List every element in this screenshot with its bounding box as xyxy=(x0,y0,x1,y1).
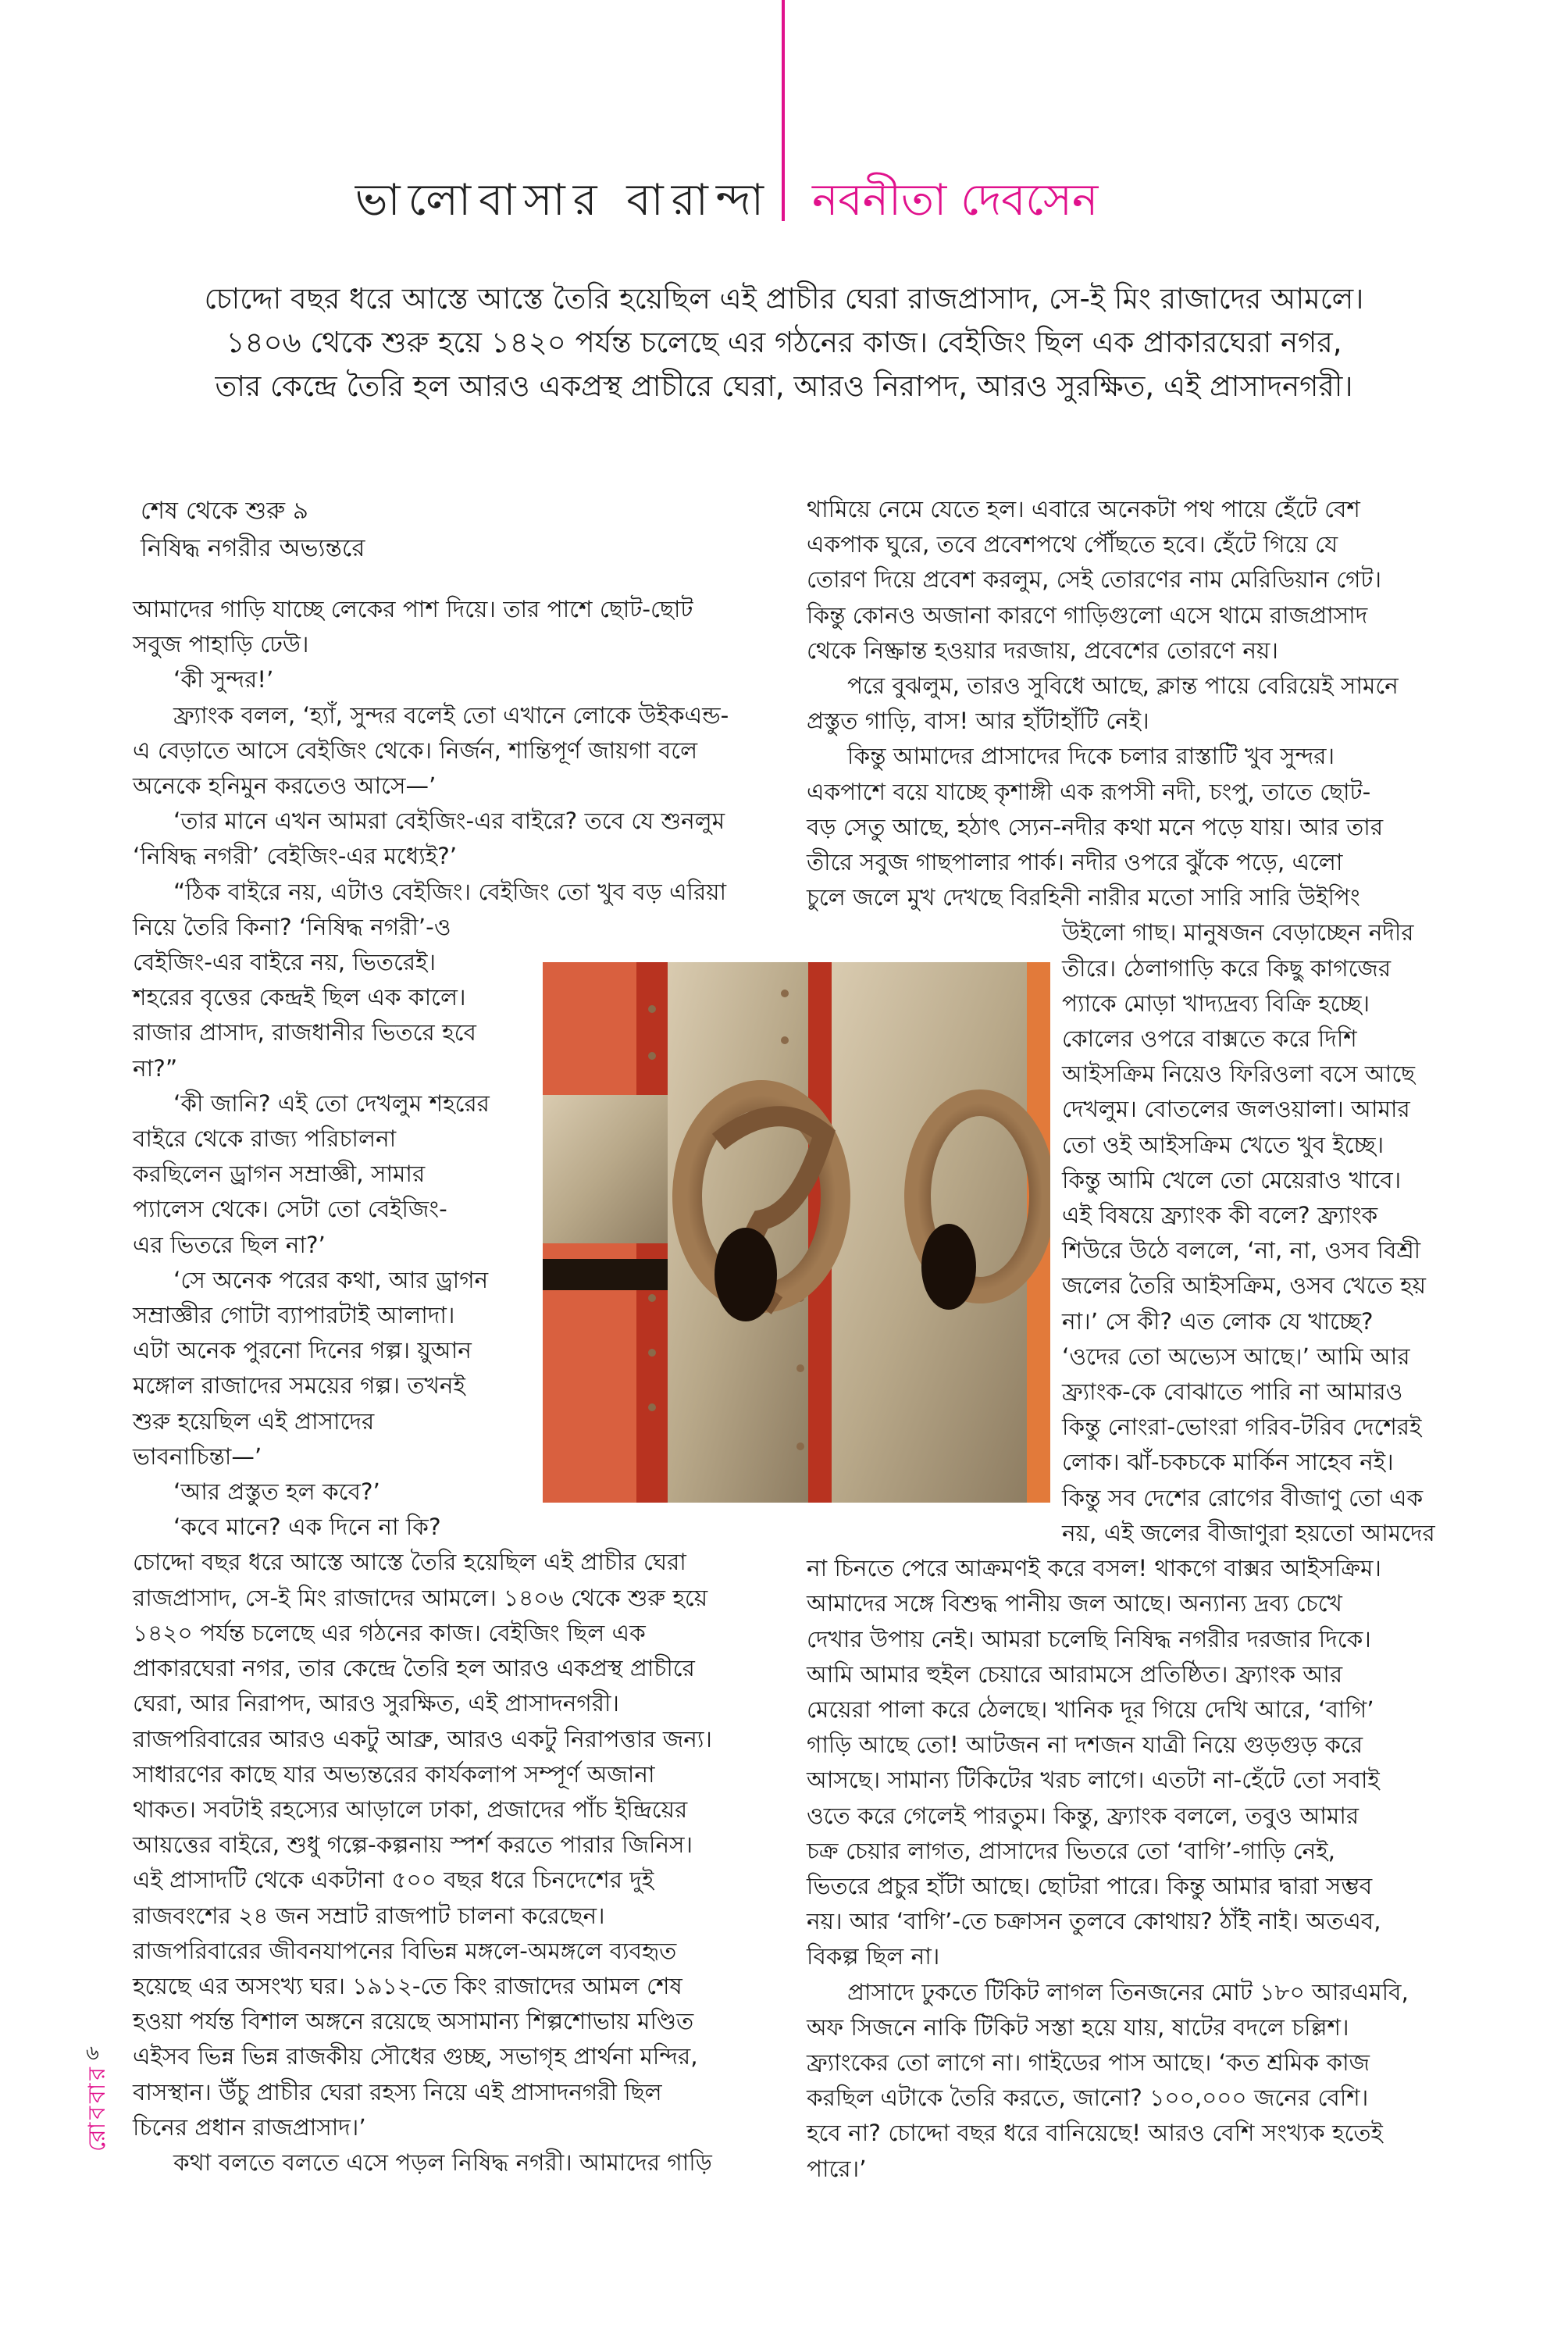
article-line: প্যাকে মোড়া খাদ্যদ্রব্য বিক্রি হচ্ছে। xyxy=(1062,990,1370,1017)
article-line: জলের তৈরি আইসক্রিম, ওসব খেতে হয় xyxy=(1062,1272,1427,1300)
article-line: সবুজ পাহাড়ি ঢেউ। xyxy=(133,631,309,658)
article-line: নয়, এই জলের বীজাণুরা হয়তো আমদের xyxy=(1062,1519,1435,1546)
article-line: বিকল্প ছিল না। xyxy=(807,1943,940,1970)
article-line: কিন্তু আমি খেলে তো মেয়েরাও খাবে। xyxy=(1062,1166,1402,1193)
article-line: রাজপরিবারের জীবনযাপনের বিভিন্ন মঙ্গলে-অমঙ্গলে ব্যবহৃত xyxy=(133,1937,677,1964)
standfirst-line: ১৪০৬ থেকে শুরু হয়ে ১৪২০ পর্যন্ত চলেছে এর গঠনের কাজ। বেইজিং ছিল এক প্রাকারঘেরা নগর, xyxy=(226,326,1342,359)
magazine-name: রোববার xyxy=(84,2064,111,2152)
article-line: ‘কবে মানে? এক দিনে না কি? xyxy=(173,1514,441,1541)
author-name: নবনীতা দেবসেন xyxy=(812,175,1099,226)
article-line: না?” xyxy=(133,1054,178,1082)
article-line: আমাদের সঙ্গে বিশুদ্ধ পানীয় জল আছে। অন্যান্য দ্রব্য চেখে xyxy=(807,1590,1342,1617)
article-line: কিন্তু আমাদের প্রাসাদের দিকে চলার রাস্তাটি খুব সুন্দর। xyxy=(847,743,1335,770)
standfirst xyxy=(117,277,1451,408)
article-line: আমাদের গাড়ি যাচ্ছে লেকের পাশ দিয়ে। তার পাশে ছোট-ছোট xyxy=(133,596,693,622)
article-line: শহরের বৃত্তের কেন্দ্রই ছিল এক কালে। xyxy=(133,984,466,1011)
article-line: রাজপ্রাসাদ, সে-ই মিং রাজাদের আমলে। ১৪০৬ থেকে শুরু হয়ে xyxy=(133,1584,708,1611)
column-title: ভালোবাসার বারান্দা xyxy=(355,175,772,226)
article-line: সম্রাজ্ঞীর গোটা ব্যাপারটাই আলাদা। xyxy=(133,1302,455,1329)
door-knocker-image xyxy=(543,962,1050,1503)
article-line: মেয়েরা পালা করে ঠেলছে। খানিক দূর গিয়ে দেখি আরে, ‘বাগি’ xyxy=(807,1696,1374,1723)
article-line: কোলের ওপরে বাক্সতে করে দিশি xyxy=(1062,1025,1357,1053)
article-line: ‘আর প্রস্তুত হল কবে?’ xyxy=(173,1478,380,1506)
article-line: এর ভিতরে ছিল না?’ xyxy=(133,1231,326,1258)
article-line: করছিল এটাকে তৈরি করতে, জানো? ১০০,০০০ জনের বেশি। xyxy=(807,2084,1369,2112)
article-line: ‘কী জানি? এই তো দেখলুম শহরের xyxy=(173,1089,490,1117)
section-heading xyxy=(141,492,365,567)
article-line: প্রস্তুত গাড়ি, বাস! আর হাঁটাহাঁটি নেই। xyxy=(807,708,1149,735)
article-line: হয়েছে এর অসংখ্য ঘর। ১৯১২-তে কিং রাজাদের আমল শেষ xyxy=(133,1972,682,1999)
article-line: না।’ সে কী? এত লোক যে খাচ্ছে? xyxy=(1062,1307,1374,1335)
article-line: বাইরে থেকে রাজ্য পরিচালনা xyxy=(133,1125,397,1153)
header-divider xyxy=(782,0,785,221)
article-line: নয়। আর ‘বাগি’-তে চক্রাসন তুলবে কোথায়? ঠাঁই নাই। অতএব, xyxy=(807,1908,1381,1935)
article-line: কিন্তু কোনও অজানা কারণে গাড়িগুলো এসে থামে রাজপ্রাসাদ xyxy=(807,601,1368,629)
article-line: দেখার উপায় নেই। আমরা চলেছি নিষিদ্ধ নগরীর দরজার দিকে। xyxy=(807,1625,1371,1653)
article-line: ফ্র্যাংকের তো লাগে না। গাইডের পাস আছে। ‘কত শ্রমিক কাজ xyxy=(807,2049,1370,2076)
article-line: চোদ্দো বছর ধরে আস্তে আস্তে তৈরি হয়েছিল এই প্রাচীর ঘেরা xyxy=(133,1549,686,1576)
article-line: তীরে। ঠেলাগাড়ি করে কিছু কাগজের xyxy=(1062,954,1392,982)
door-knocker-photo xyxy=(543,962,1050,1503)
article-line: কিন্তু নোংরা-ভোংরা গরিব-টরিব দেশেরই xyxy=(1062,1414,1422,1441)
article-line: তীরে সবুজ গাছপালার পার্ক। নদীর ওপরে ঝুঁকে পড়ে, এলো xyxy=(807,849,1343,876)
article-line: প্রাকারঘেরা নগর, তার কেন্দ্রে তৈরি হল আরও একপ্রস্থ প্রাচীরে xyxy=(133,1655,695,1682)
article-line: ‘কী সুন্দর!’ xyxy=(173,666,274,694)
article-line: পারে।’ xyxy=(807,2155,867,2182)
article-line: হওয়া পর্যন্ত বিশাল অঙ্গনে রয়েছে অসামান্য শিল্পশোভায় মণ্ডিত xyxy=(133,2008,694,2035)
article-line: ভাবনাচিন্তা—’ xyxy=(133,1442,262,1470)
article-line: এটা অনেক পুরনো দিনের গল্প। য়ুআন xyxy=(133,1337,472,1364)
article-line: বড় সেতু আছে, হঠাৎ স্যেন-নদীর কথা মনে পড়ে যায়। আর তার xyxy=(807,813,1384,840)
article-line: এইসব ভিন্ন ভিন্ন রাজকীয় সৌধের গুচ্ছ, সভাগৃহ প্রার্থনা মন্দির, xyxy=(133,2043,698,2070)
article-line: থেকে নিষ্ক্রান্ত হওয়ার দরজায়, প্রবেশের তোরণে নয়। xyxy=(807,637,1278,664)
article-line: গাড়ি আছে তো! আটজন না দশজন যাত্রী নিয়ে গুড়গুড় করে xyxy=(807,1731,1363,1759)
standfirst-line: চোদ্দো বছর ধরে আস্তে আস্তে তৈরি হয়েছিল এই প্রাচীর ঘেরা রাজপ্রাসাদ, সে-ই মিং রাজাদের আমলে। xyxy=(204,282,1364,316)
article-line: ফ্র্যাংক বলল, ‘হ্যাঁ, সুন্দর বলেই তো এখানে লোকে উইকএন্ড- xyxy=(173,701,729,729)
article-line: শিউরে উঠে বললে, ‘না, না, ওসব বিশ্রী xyxy=(1062,1237,1421,1264)
section-title: নিষিদ্ধ নগরীর অভ্যন্তরে xyxy=(141,534,365,562)
article-line: ঘেরা, আর নিরাপদ, আরও সুরক্ষিত, এই প্রাসাদনগরী। xyxy=(133,1690,619,1717)
article-line: দেখলুম। বোতলের জলওয়ালা। আমার xyxy=(1062,1096,1410,1123)
article-line: এই বিষয়ে ফ্র্যাংক কী বলে? ফ্র্যাংক xyxy=(1062,1202,1378,1229)
article-line: এই প্রাসাদটি থেকে একটানা ৫০০ বছর ধরে চিনদেশের দুই xyxy=(133,1867,654,1894)
article-line: তোরণ দিয়ে প্রবেশ করলুম, সেই তোরণের নাম মেরিডিয়ান গেট। xyxy=(807,566,1382,594)
article-line: ‘তার মানে এখন আমরা বেইজিং-এর বাইরে? তবে যে শুনলুম xyxy=(173,808,725,835)
article-line: প্রাসাদে ঢুকতে টিকিট লাগল তিনজনের মোট ১৮০ আরএমবি, xyxy=(847,1978,1409,2006)
article-line: রাজার প্রাসাদ, রাজধানীর ভিতরে হবে xyxy=(133,1019,476,1047)
article-line: ১৪২০ পর্যন্ত চলেছে এর গঠনের কাজ। বেইজিং ছিল এক xyxy=(133,1619,646,1646)
article-line: ‘ওদের তো অভ্যেস আছে।’ আমি আর xyxy=(1062,1343,1410,1370)
article-line: হবে না? চোদ্দো বছর ধরে বানিয়েছে! আরও বেশি সংখ্যক হতেই xyxy=(807,2120,1383,2147)
article-line: ‘সে অনেক পরের কথা, আর ড্রাগন xyxy=(173,1266,489,1293)
article-line: না চিনতে পেরে আক্রমণই করে বসল! থাকগে বাক্সর আইসক্রিম। xyxy=(807,1555,1381,1582)
article-line: আমি আমার হুইল চেয়ারে আরামসে প্রতিষ্ঠিত। ফ্র্যাংক আর xyxy=(807,1660,1343,1688)
article-line: আইসক্রিম নিয়েও ফিরিওলা বসে আছে xyxy=(1062,1061,1416,1088)
article-line: অনেকে হনিমুন করতেও আসে—’ xyxy=(133,772,437,800)
article-line: চিনের প্রধান রাজপ্রাসাদ।’ xyxy=(133,2113,366,2141)
article-line: রাজবংশের ২৪ জন সম্রাট রাজপাট চালনা করেছেন। xyxy=(133,1902,605,1929)
article-line: ফ্র্যাংক-কে বোঝাতে পারি না আমারও xyxy=(1062,1378,1403,1406)
article-line: থামিয়ে নেমে যেতে হল। এবারে অনেকটা পথ পায়ে হেঁটে বেশ xyxy=(807,496,1360,522)
article-line: “ঠিক বাইরে নয়, এটাও বেইজিং। বেইজিং তো খুব বড় এরিয়া xyxy=(173,878,727,905)
article-line: একপাক ঘুরে, তবে প্রবেশপথে পৌঁছতে হবে। হেঁটে গিয়ে যে xyxy=(807,531,1338,558)
article-line: কিন্তু সব দেশের রোগের বীজাণু তো এক xyxy=(1062,1484,1424,1511)
article-line: থাকত। সবটাই রহস্যের আড়ালে ঢাকা, প্রজাদের পাঁচ ইন্দ্রিয়ের xyxy=(133,1795,688,1823)
article-line: কথা বলতে বলতে এসে পড়ল নিষিদ্ধ নগরী। আমাদের গাড়ি xyxy=(173,2149,712,2176)
article-line: লোক। ঝাঁ-চকচকে মার্কিন সাহেব নই। xyxy=(1062,1449,1394,1476)
series-title: শেষ থেকে শুরু ৯ xyxy=(141,497,308,525)
article-line: চক্র চেয়ার লাগত, প্রাসাদের ভিতরে তো ‘বাগি’-গাড়ি নেই, xyxy=(807,1837,1335,1864)
article-line: তো ওই আইসক্রিম খেতে খুব ইচ্ছে। xyxy=(1062,1131,1384,1158)
article-line: প্যালেস থেকে। সেটা তো বেইজিং- xyxy=(133,1196,447,1223)
article-line: রাজপরিবারের আরও একটু আব্রু, আরও একটু নিরাপত্তার জন্য। xyxy=(133,1725,712,1753)
article-line: বেইজিং-এর বাইরে নয়, ভিতরেই। xyxy=(133,949,436,976)
article-line: উইলো গাছ। মানুষজন বেড়াচ্ছেন নদীর xyxy=(1062,919,1414,947)
article-line: অফ সিজনে নাকি টিকিট সস্তা হয়ে যায়, ষাটের বদলে চল্লিশ। xyxy=(807,2013,1349,2041)
article-line: আয়ত্তের বাইরে, শুধু গল্পে-কল্পনায় স্পর্শ করতে পারার জিনিস। xyxy=(133,1831,693,1859)
article-line: চুলে জলে মুখ দেখছে বিরহিনী নারীর মতো সারি সারি উইপিং xyxy=(807,884,1360,911)
article-line: এ বেড়াতে আসে বেইজিং থেকে। নির্জন, শান্তিপূর্ণ জায়গা বলে xyxy=(133,736,698,764)
article-line: করছিলেন ড্রাগন সম্রাজ্ঞী, সামার xyxy=(133,1161,426,1188)
page-number: ৬ xyxy=(86,2042,99,2065)
article-line: পরে বুঝলুম, তারও সুবিধে আছে, ক্লান্ত পায়ে বেরিয়েই সামনে xyxy=(847,672,1399,700)
article-line: আসছে। সামান্য টিকিটের খরচ লাগে। এতটা না-হেঁটে তো সবাই xyxy=(807,1767,1380,1794)
standfirst-line: তার কেন্দ্রে তৈরি হল আরও একপ্রস্থ প্রাচীরে ঘেরা, আরও নিরাপদ, আরও সুরক্ষিত, এই প্রাসাদনগরী। xyxy=(215,369,1353,403)
article-line: শুরু হয়েছিল এই প্রাসাদের xyxy=(133,1407,375,1435)
article-line: ‘নিষিদ্ধ নগরী’ বেইজিং-এর মধ্যেই?’ xyxy=(133,843,458,870)
article-line: ওতে করে গেলেই পারতুম। কিন্তু, ফ্র্যাংক বললে, তবুও আমার xyxy=(807,1802,1360,1829)
article-line: ভিতরে প্রচুর হাঁটা আছে। ছোটরা পারে। কিন্তু আমার দ্বারা সম্ভব xyxy=(807,1872,1373,1899)
article-line: মঙ্গোল রাজাদের সময়ের গল্প। তখনই xyxy=(133,1372,465,1400)
article-line: নিয়ে তৈরি কিনা? ‘নিষিদ্ধ নগরী’-ও xyxy=(133,913,451,940)
article-line: বাসস্থান। উঁচু প্রাচীর ঘেরা রহস্য নিয়ে এই প্রাসাদনগরী ছিল xyxy=(133,2078,662,2106)
article-line: একপাশে বয়ে যাচ্ছে কৃশাঙ্গী এক রূপসী নদী, চংপু, তাতে ছোট- xyxy=(807,778,1371,805)
article-line: সাধারণের কাছে যার অভ্যন্তরের কার্যকলাপ সম্পূর্ণ অজানা xyxy=(133,1760,655,1788)
